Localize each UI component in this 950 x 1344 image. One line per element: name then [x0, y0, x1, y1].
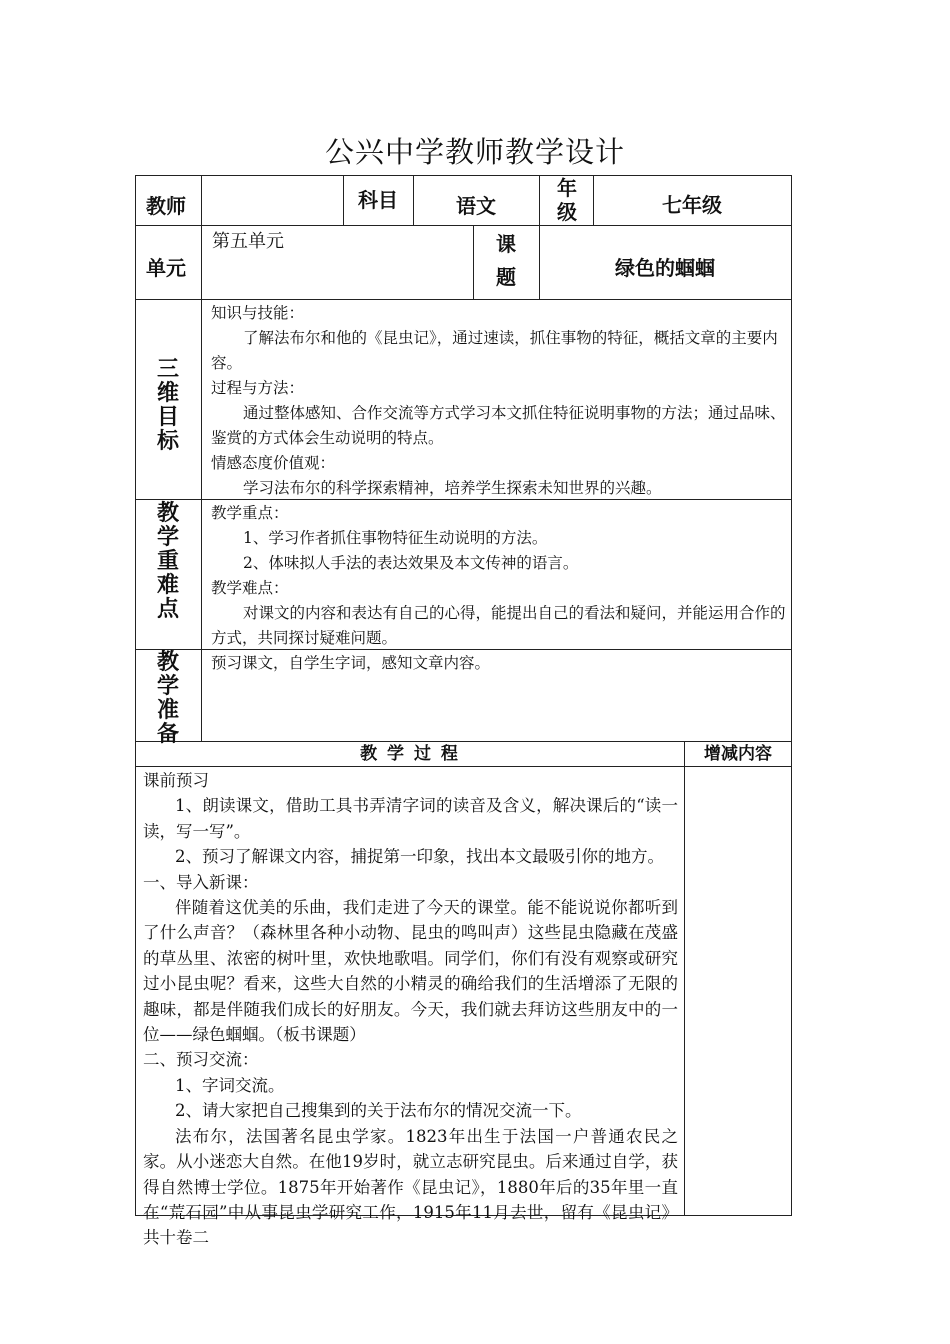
- goals-label-char: 标: [156, 429, 179, 454]
- subject-label: 科目: [358, 188, 398, 212]
- goals-line: 通过整体感知、合作交流等方式学习本文抓住特征说明事物的方法；通过品味、鉴赏的方式体会生动说明的特点。: [211, 404, 786, 447]
- process-paragraph: 1、朗读课文，借助工具书弄清字词的读音及含义，解决课后的“读一读，写一写”。: [143, 796, 678, 841]
- goals-line: 情感态度价值观：: [211, 454, 336, 472]
- adjustments-column: [685, 767, 791, 1215]
- keypoints-label-char: 学: [156, 525, 179, 550]
- keypoints-label-char: 点: [156, 597, 179, 622]
- keypoints-line: 对课文的内容和表达有自己的心得，能提出自己的看法和疑问，并能运用合作的方式，共同探讨疑难问题。: [211, 604, 786, 647]
- process-paragraph: 课前预习: [143, 771, 209, 790]
- process-paragraph: 伴随着这优美的乐曲，我们走进了今天的课堂。能不能说说你都听到了什么声音？（森林里各种小动物、昆虫的鸣叫声）这些昆虫隐藏在茂盛的草丛里、浓密的树叶里，欢快地歌唱。同学们，你们有没有观察或研究过小昆虫呢？看来，这些大自然的小精灵的确给我们的生活增添了无限的趣味，都是伴随我们成长的好朋友。今天，我们就去拜访这些朋友中的一位——绿色蝈蝈。（板书课题）: [143, 898, 678, 1045]
- keypoints-line: 2、体味拟人手法的表达效果及本文传神的语言。: [243, 554, 579, 572]
- goals-label-char: 维: [156, 381, 179, 406]
- goals-line: 知识与技能：: [211, 304, 305, 322]
- grade-label: [555, 176, 579, 224]
- grade-label-char: 年: [557, 176, 577, 200]
- prep-label-char: 准: [156, 698, 179, 723]
- teacher-label: 教师: [146, 194, 186, 218]
- prep-label: [153, 650, 183, 747]
- lesson-label: [494, 228, 518, 294]
- process-paragraph: 一、导入新课：: [143, 872, 259, 892]
- process-paragraph: 1、字词交流。: [175, 1075, 285, 1095]
- prep-label-char: 备: [156, 722, 179, 747]
- prep-label-char: 教: [156, 650, 179, 675]
- keypoints-line: 教学难点：: [211, 579, 289, 597]
- keypoints-label-char: 难: [156, 573, 179, 598]
- process-paragraph: 2、预习了解课文内容，捕捉第一印象，找出本文最吸引你的地方。: [175, 847, 664, 867]
- goals-line: 学习法布尔的科学探索精神，培养学生探索未知世界的兴趣。: [243, 479, 662, 497]
- goals-line: 过程与方法：: [211, 379, 305, 397]
- keypoints-line: 1、学习作者抓住事物特征生动说明的方法。: [243, 529, 548, 547]
- goals-label-char: 目: [156, 405, 179, 430]
- subject-value: 语文: [456, 194, 496, 218]
- grade-value: 七年级: [662, 193, 722, 217]
- lesson-label-char: 课: [496, 232, 516, 256]
- goals-line: 了解法布尔和他的《昆虫记》，通过速读，抓住事物的特征，概括文章的主要内容。: [211, 329, 778, 372]
- prep-content: 预习课文，自学生字词，感知文章内容。: [211, 654, 491, 672]
- lesson-title-value: 绿色的蝈蝈: [615, 256, 715, 280]
- process-paragraph: 法布尔，法国著名昆虫学家。1823年出生于法国一户普通农民之家。从小迷恋大自然。在他19岁时，就立志研究昆虫。后来通过自学，获得自然博士学位。1875年开始著作《昆虫记》，1880年后的35年里一直在“荒石园”中从事昆虫学研究工作，1915年11月去世，留有《昆虫记》共十卷二: [143, 1126, 678, 1248]
- adjustments-header: 增减内容: [704, 744, 772, 764]
- goals-label-char: 三: [156, 357, 179, 382]
- lesson-label-char: 题: [496, 265, 516, 289]
- process-paragraph: 2、请大家把自己搜集到的关于法布尔的情况交流一下。: [175, 1101, 582, 1121]
- process-paragraph: 二、预习交流：: [143, 1050, 259, 1070]
- process-content: [143, 768, 678, 1248]
- lesson-plan-table: [135, 175, 792, 1248]
- keypoints-line: 教学重点：: [211, 504, 289, 522]
- keypoints-label-char: 教: [156, 501, 179, 526]
- prep-label-char: 学: [156, 674, 179, 699]
- keypoints-label: [153, 502, 183, 622]
- process-header: 教 学 过 程: [360, 744, 460, 764]
- unit-label: 单元: [146, 256, 186, 280]
- goals-label: [153, 358, 183, 454]
- keypoints-label-char: 重: [156, 549, 179, 574]
- keypoints-content: [211, 501, 787, 651]
- grade-label-char: 级: [557, 200, 577, 224]
- unit-value: 第五单元: [212, 231, 284, 252]
- goals-content: [211, 301, 787, 501]
- page-title: 公兴中学教师教学设计: [324, 135, 625, 169]
